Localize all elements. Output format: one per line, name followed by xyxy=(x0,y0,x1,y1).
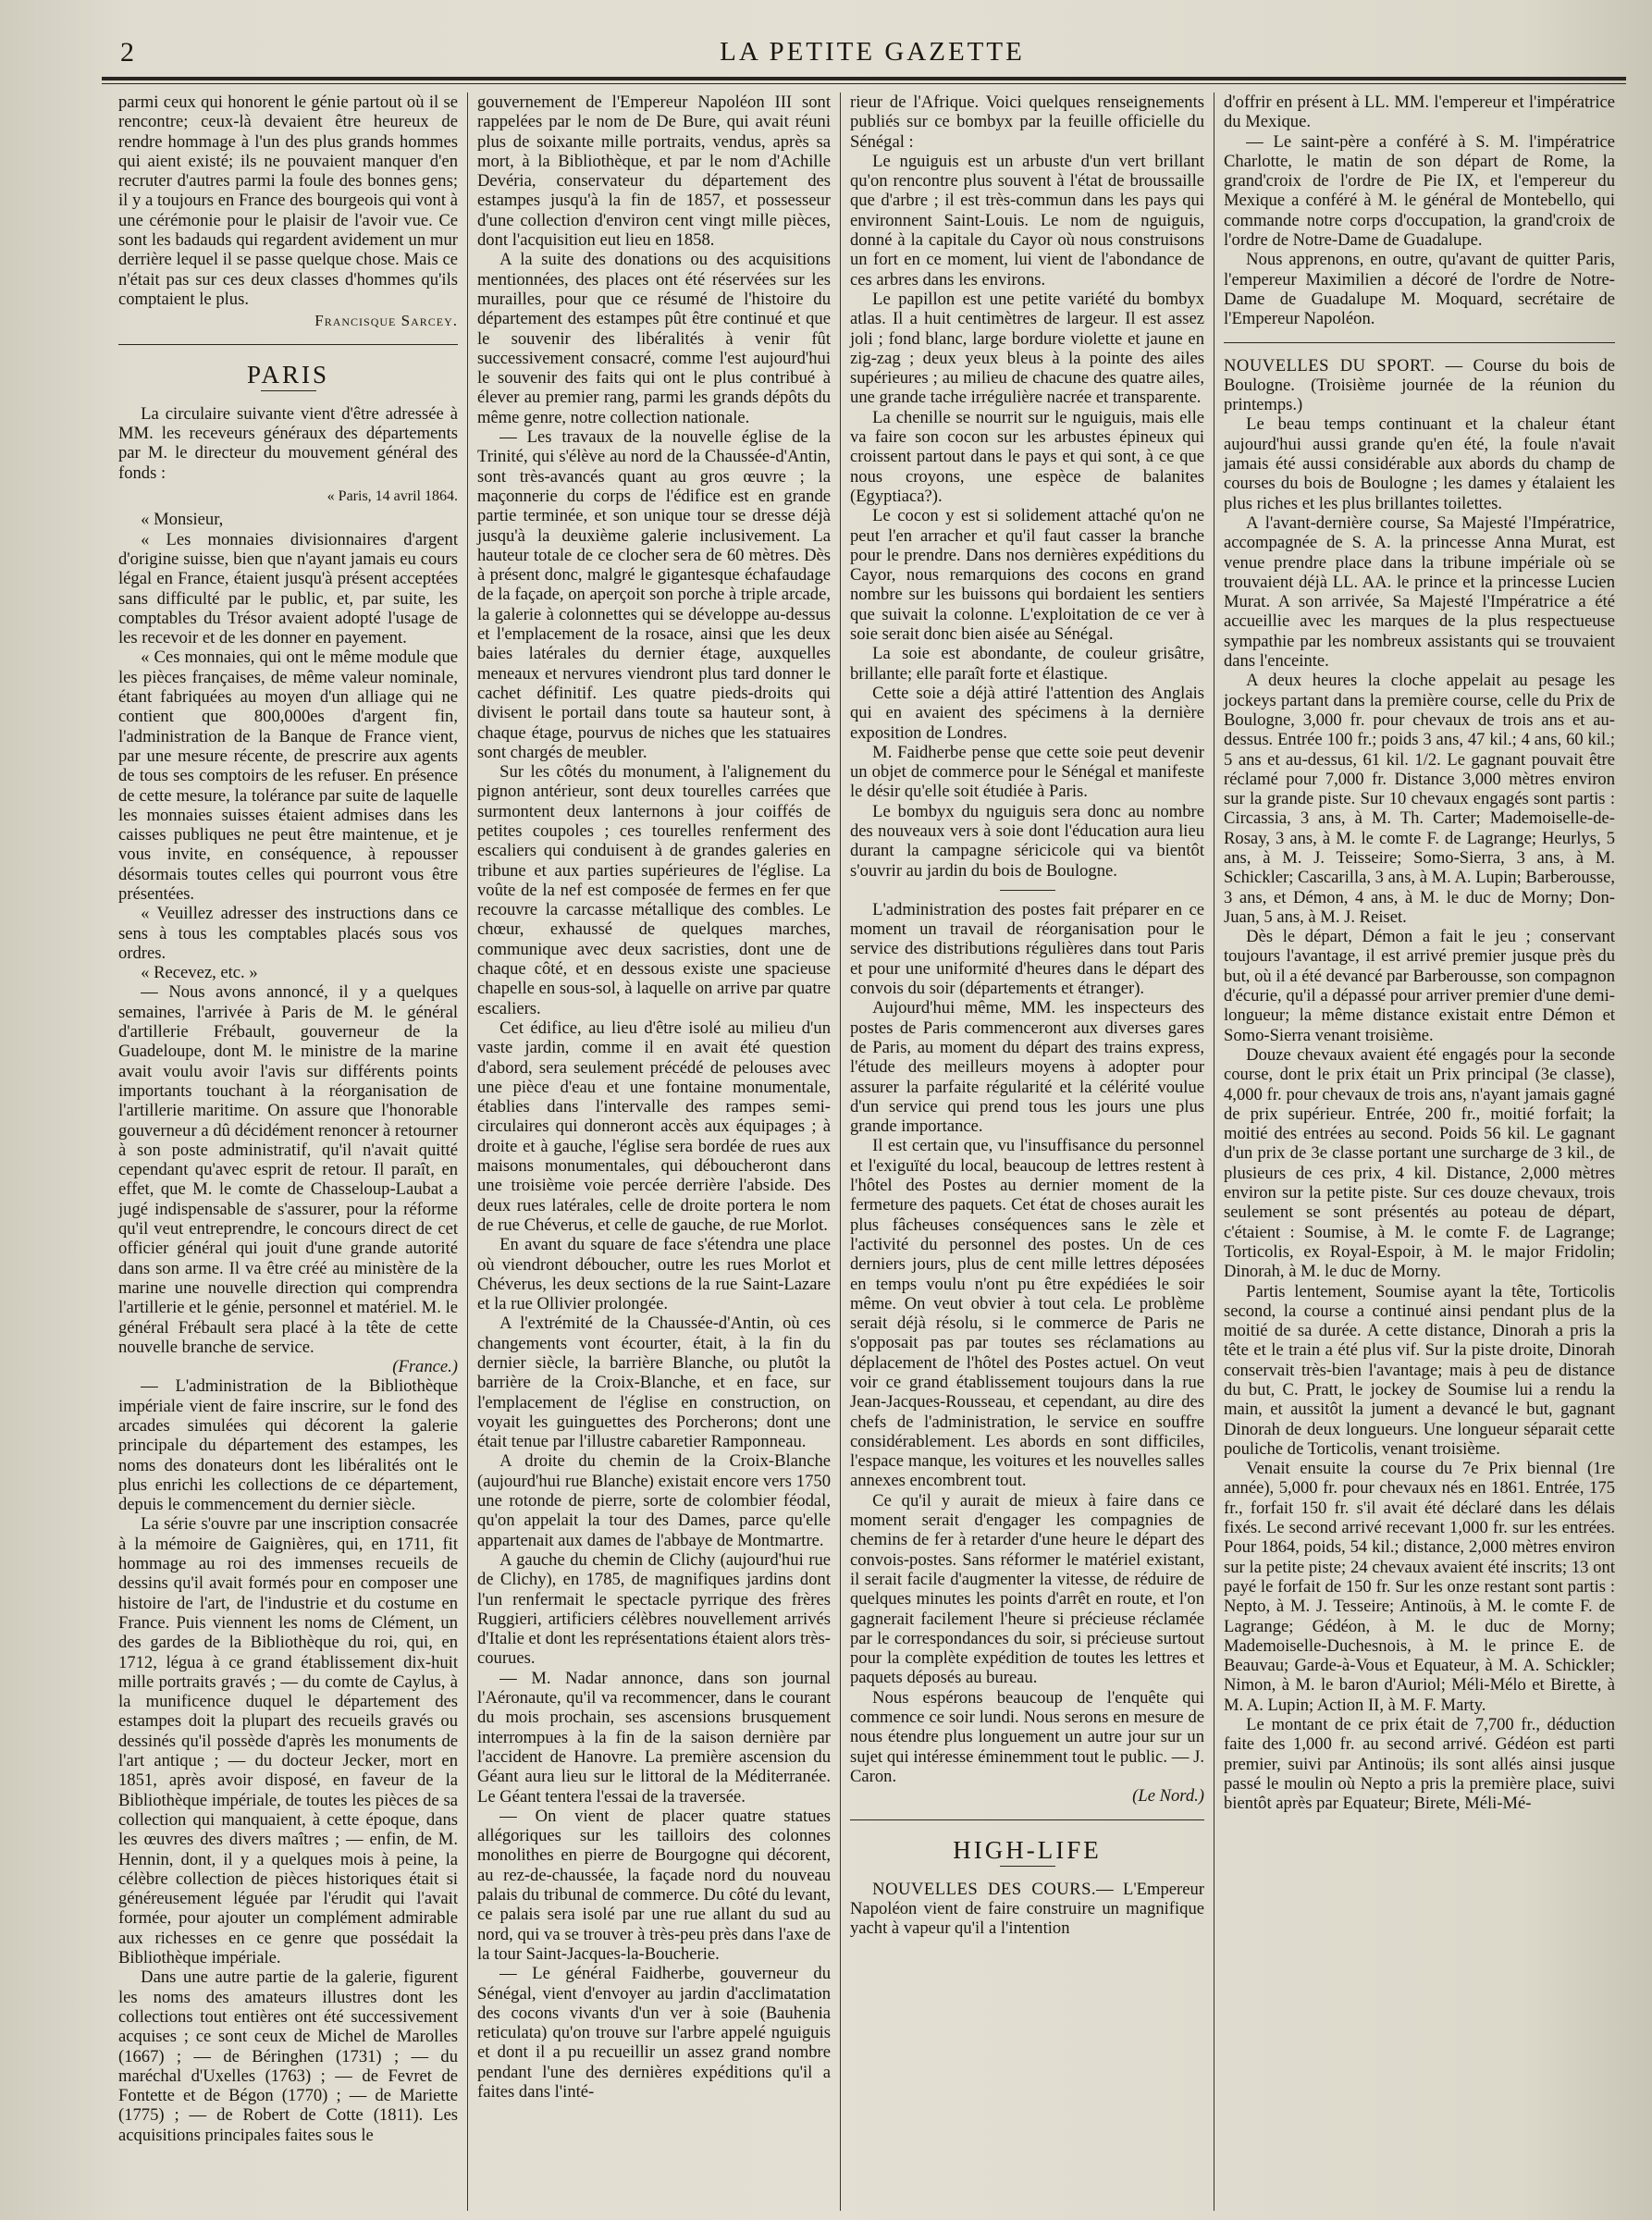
section-rule xyxy=(1000,1866,1055,1867)
section-title-paris: PARIS xyxy=(246,360,330,388)
article-paragraph: L'administration des postes fait préparer en ce moment un travail de réorganisation pour le service des distributions régulières dans tout Paris et pour une uniformité d'heures dans le départ des convois du soir (départements et étranger). xyxy=(850,899,1204,999)
article-paragraph: « Recevez, etc. » xyxy=(141,963,258,983)
article-paragraph: « Les monnaies divisionnaires d'argent d'origine suisse, bien que n'ayant jamais eu cours légal en France, étaient jusqu'à présent acceptées sans difficulté par le public, et, par suite, les comptables du Trésor avaient adopté l'usage de les recevoir et de les donner en payement. xyxy=(118,529,458,648)
article-paragraph: parmi ceux qui honorent le génie partout où il se rencontre; ceux-là devaient être heureux de rendre hommage à l'un des plus grands hommes qui aient existé; ils ne pouvaient manquer d'en recruter d'autres parmi la foule des bonnes gens; il y a toujours en France des bourgeois qui vont à une cérémonie pour le plaisir de l'avoir vue. Ce sont les badauds qui regardent avidement un mur derrière lequel il se passe quelque chose. Mais ce n'était pas sur ces deux classes d'hommes qu'ils comptaient le plus. xyxy=(118,92,458,309)
article-paragraph: Le montant de ce prix était de 7,700 fr., déduction faite des 1,000 fr. au second arrivé. Gédéon est parti premier, suivi par Antinoüs; ils sont allés ainsi jusque passé le moulin où Nepto a pris la première place, suivi bientôt après par Equateur; Birete, Méli-Mé- xyxy=(1224,1715,1615,1814)
article-paragraph: A l'extrémité de la Chaussée-d'Antin, où ces changements vont écourter, était, à la fin du dernier siècle, la barrière Blanche, ou plutôt la barrière de la Croix-Blanche, et en face, sur l'emplacement de l'église en construction, on voyait les guinguettes des Porcherons; dont une était tenue par l'illustre cabaretier Ramponneau. xyxy=(477,1314,831,1452)
masthead-rule-thin xyxy=(102,83,1626,84)
article-paragraph: Le cocon y est si solidement attaché qu'on ne peut l'en arracher et qu'il faut casser la branche pour le prendre. Dans nos dernières expéditions du Cayor, nous remarquions des cocons en grand nombre sur les buissons qui bordaient les sentiers que suivait la colonne. L'exploitation de ce ver à soie serait donc bien aisée au Sénégal. xyxy=(850,506,1204,645)
article-paragraph: — Nous avons annoncé, il y a quelques semaines, l'arrivée à Paris de M. le général d'artillerie Frébault, gouverneur de la Guadeloupe, dont M. le ministre de la marine avait voulu avoir l'avis sur différents points importants touchant à la réorganisation de l'artillerie maritime. On assure que l'honorable gouverneur a dû décidément renoncer à retourner à son poste administratif, qu'il n'avait quitté cependant qu'avec esprit de retour. Il paraît, en effet, que M. le comte de Chasseloup-Laubat a jugé indispensable de s'assurer, pour la réforme qu'il veut entreprendre, le concours direct de cet officier général qui jouit d'une grande autorité dans son arme. Il va être créé au ministère de la marine une nouvelle direction qui comprendra l'artillerie et le génie, personnel et matériel. M. le général Frébault sera placé à la tête de cette nouvelle branche de service. xyxy=(118,982,458,1357)
article-paragraph: Sur les côtés du monument, à l'alignement du pignon antérieur, sont deux tourelles carrées que surmontent deux lanternons à jour coiffés de petites coupoles ; ces tourelles renferment des escaliers qui conduisent à de grandes galeries en tribune et aux parties supérieures de l'église. La voûte de la nef est composée de fermes en fer que recouvre la carcasse métallique des combles. Le chœur, exhaussé de quelques marches, communique avec deux sacristies, dont une de chaque côté, et en dessous existe une spacieuse chapelle en sous-sol, à laquelle on arrive par quatre escaliers. xyxy=(477,762,831,1018)
article-paragraph: rieur de l'Afrique. Voici quelques renseignements publiés sur ce bombyx par la feuille officielle du Sénégal : xyxy=(850,92,1204,152)
article-paragraph: « Ces monnaies, qui ont le même module que les pièces françaises, de même valeur nominale, étant fabriquées au moyen d'un alliage qui ne contient que 800,000es d'argent fin, l'administration de la Banque de France vient, par une mesure récente, de prescrire aux agents de tous ses comptoirs de les refuser. En présence de cette mesure, la tolérance par suite de laquelle les monnaies suisses étaient admises dans les caisses publiques ne peut être maintenue, et je vous invite, en conséquence, à repousser désormais toutes celles qui pourront vous être présentées. xyxy=(118,648,458,904)
article-paragraph: Cette soie a déjà attiré l'attention des Anglais qui en avaient des spécimens à la dernière exposition de Londres. xyxy=(850,683,1204,743)
column-divider xyxy=(1224,342,1615,343)
article-paragraph: Aujourd'hui même, MM. les inspecteurs des postes de Paris commenceront aux diverses gares de Paris, au moment du départ des trains express, l'étude des meilleurs moyens à adopter pour assurer la parfaite régularité et la célérité voulue d'un service qui prend tous les jours une plus grande importance. xyxy=(850,998,1204,1137)
article-paragraph: Dès le départ, Démon a fait le jeu ; conservant toujours l'avantage, il est arrivé premier jusque près du but, où il a été devancé par Barberousse, son compagnon d'écurie, qu'il a dépassé pour arriver premier d'une demi-longueur; la même distance existait entre Démon et Somo-Sierra venant troisième. xyxy=(1224,927,1615,1045)
run-in-heading: NOUVELLES DES COURS. xyxy=(872,1879,1097,1899)
article-paragraph: — Le saint-père a conféré à S. M. l'impératrice Charlotte, le matin de son départ de Rome, la grand'croix de l'ordre de Pie IX, et l'empereur du Mexique a conféré à M. le général de Montebello, qui commande notre corps d'occupation, la grand'croix de l'ordre de Notre-Dame de Guadalupe. xyxy=(1224,131,1615,251)
article-paragraph: — M. Nadar annonce, dans son journal l'Aéronaute, qu'il va recommencer, dans le courant du mois prochain, ses ascensions brusquement interrompues à la fin de la saison dernière par l'accident de Hanovre. La première ascension du Géant aura lieu sur le littoral de la Méditerranée. Le Géant tentera l'essai de la traversée. xyxy=(477,1668,831,1807)
article-paragraph: « Veuillez adresser des instructions dans ce sens à tous les comptables placés sous vos ordres. xyxy=(118,904,458,963)
column-divider xyxy=(118,344,458,345)
article-paragraph: Partis lentement, Soumise ayant la tête, Torticolis second, la course a continué ainsi pendant plus de la moitié de sa durée. A cette distance, Dinorah a pris la tête et le train a été plus vif. Sur la piste droite, Dinorah conservait très-bien l'avantage; mais à peu de distance du but, C. Pratt, le jockey de Soumise lui a rendu la main, et aussitôt la jument a devancé le but, gagnant Dinorah de deux longueurs. Une longueur séparait cette pouliche de Torticolis, venant troisième. xyxy=(1224,1281,1615,1459)
source-credit: (France.) xyxy=(392,1357,458,1377)
article-paragraph: — L'administration de la Bibliothèque impériale vient de faire inscrire, sur le fond des arcades simulées qui décorent la galerie principale du département des estampes, les noms des donateurs dont les libéralités ont le plus enrichi les collections de ce département, depuis le commencement du dernier siècle. xyxy=(118,1376,458,1515)
article-paragraph: Le bombyx du nguiguis sera donc au nombre des nouveaux vers à soie dont l'éducation aura lieu durant la campagne séricicole qui va bientôt s'ouvrir au jardin du bois de Boulogne. xyxy=(850,801,1204,881)
article-paragraph: Dans une autre partie de la galerie, figurent les noms des amateurs illustres dont les collections tout entières ont été successivement acquises ; ce sont ceux de Michel de Marolles (1667) ; — de Béringhen (1731) ; — du maréchal d'Uxelles (1763) ; — de Fevret de Fontette et de Bégon (1770) ; — de Mariette (1775) ; — de Robert de Cotte (1811). Les acquisitions principales faites sous le xyxy=(118,1967,458,2145)
article-paragraph: Nous espérons beaucoup de l'enquête qui commence ce soir lundi. Nous serons en mesure de nous étendre plus longuement un autre jour sur un sujet qui intéresse éminemment tout le public. — J. Caron. xyxy=(850,1687,1204,1786)
paragraph-text: — L'Empereur Napoléon vient de faire construire un magnifique yacht à vapeur qu'il a l'intention xyxy=(850,1879,1204,1939)
article-paragraph: A deux heures la cloche appelait au pesage les jockeys partant dans la première course, celle du Prix de Boulogne, 3,000 fr. pour chevaux de trois ans et au-dessus. Entrée 100 fr.; poids 3 ans, 47 kil.; 4 ans, 60 kil.; 5 ans et au-dessus, 61 kil. 1/2. Le gagnant pouvait être réclamé pour 7,000 fr. Distance 3,000 mètres environ sur la grande piste. Sur 10 chevaux engagés sont partis : Circassia, 3 ans, à M. Th. Carter; Mademoiselle-de-Rosay, 3 ans, à M. le comte F. de Lagrange; Heurlys, 5 ans, à M. J. Teisseire; Somo-Sierra, 3 ans, à M. Schickler; Cascarilla, 3 ans, à M. A. Lupin; Barberousse, 3 ans, et Démon, 4 ans, à M. le duc de Morny; Don-Juan, 5 ans, à M. J. Reiset. xyxy=(1224,671,1615,927)
article-paragraph: Ce qu'il y aurait de mieux à faire dans ce moment serait d'engager les compagnies de chemins de fer à retarder d'une heure le départ des convois-postes. Sans réformer le matériel existant, il serait facile d'augmenter la vitesse, de réduire de quelques minutes les points d'arrêt en route, et l'on gagnerait facilement l'heure si précieuse réclamée par le correspondances du soir, si précieuse surtout pour la complète expédition de toutes les lettres et paquets déposés au bureau. xyxy=(850,1490,1204,1688)
article-columns xyxy=(109,92,1624,2211)
article-paragraph xyxy=(850,1880,1204,1939)
article-paragraph: Le nguiguis est un arbuste d'un vert brillant qu'on rencontre plus souvent à l'état de broussaille que d'arbre ; il est très-commun dans les pays qui environnent Saint-Louis. Le nom de nguiguis, donné à la capitale du Cayor où nous construisons un fort en ce moment, lui vient de l'abondance de ces arbres dans les environs. xyxy=(850,151,1204,290)
article-paragraph: « Monsieur, xyxy=(141,510,224,530)
article-paragraph: — Les travaux de la nouvelle église de la Trinité, qui s'élève au nord de la Chaussée-d'Antin, sont très-avancés quant au gros œuvre ; la maçonnerie du corps de l'édifice est en grande partie terminée, et son unique tour se dresse déjà jusqu'à la deuxième galerie inclusivement. La hauteur totale de ce clocher sera de 60 mètres. Dès à présent donc, malgré le gigantesque échafaudage de la façade, on aperçoit son porche à triple arcade, la galerie à colonnettes qui se développe au-dessus et l'emplacement de la rosace, ainsi que les deux baies latérales du dernier étage, auxquelles meneaux et nervures viendront plus tard donner le cachet définitif. Les quatre pieds-droits qui divisent le portail dans toute sa hauteur sont, à chaque étage, pourvus de niches que les statuaires sont chargés de meubler. xyxy=(477,427,831,762)
article-paragraph: En avant du square de face s'étendra une place où viendront déboucher, outre les rues Morlot et Chéverus, les deux sections de la rue Saint-Lazare et la rue Ollivier prolongée. xyxy=(477,1235,831,1314)
article-paragraph: — Le général Faidherbe, gouverneur du Sénégal, vient d'envoyer au jardin d'acclimatation des cocons vivants d'un ver à soie (Bauhenia reticulata) qu'on trouve sur l'arbre appelé nguiguis et dont il a pu recueillir un assez grand nombre pendant l'une des dernières expéditions qu'il a faites dans l'inté- xyxy=(477,1964,831,2102)
paragraph-text: — Course du bois de Boulogne. (Troisième journée de la réunion du printemps.) xyxy=(1224,355,1615,415)
article-paragraph: Venait ensuite la course du 7e Prix biennal (1re année), 5,000 fr. pour chevaux nés en 1861. Entrée, 175 fr., forfait 150 fr. s'il avait été déclaré dans les délais fixés. Le second arrivé recevant 1,000 fr. sur les entrées. Pour 1864, poids, 54 kil.; distance, 2,000 mètres environ sur la petite piste; 24 chevaux avaient été inscrits; 13 ont payé le forfait de 150 fr. Sur les onze restant sont partis : Nepto, à M. J. Tesseire; Antinoüs, à M. le comte F. de Lagrange; Gédéon, à M. le duc de Morny; Mademoiselle-Duchesnois, à M. le prince E. de Beauvau; Garde-à-Vous et Equateur, à M. A. Schickler; Nimon, à M. le baron d'Auriol; Méli-Mélo et Birette, à M. A. Lupin; Action II, à M. F. Marty. xyxy=(1224,1459,1615,1715)
article-divider xyxy=(1000,890,1055,891)
article-paragraph: Le beau temps continuant et la chaleur étant aujourd'hui aussi grande qu'en été, la foule n'avait jamais été aussi considérable aux abords du champ de courses du bois de Boulogne ; les dames y étalaient les plus riches et les plus brillantes toilettes. xyxy=(1224,414,1615,513)
article-paragraph: Nous apprenons, en outre, qu'avant de quitter Paris, l'empereur Maximilien a décoré de l'ordre de Notre-Dame de Guadalupe M. Moquard, secrétaire de l'Empereur Napoléon. xyxy=(1224,250,1615,329)
article-paragraph: Le papillon est une petite variété du bombyx atlas. Il a huit centimètres de largeur. Il est assez joli ; fond blanc, large bordure violette et jaune en zig-zag ; deux yeux bleus à la pointe des ailes supérieures ; au milieu de chacune des quatre ailes, une grande tache irrégulière nacrée et transparente. xyxy=(850,289,1204,408)
article-paragraph: gouvernement de l'Empereur Napoléon III sont rappelées par le nom de De Bure, qui avait réuni plus de soixante mille portraits, vendus, après sa mort, à la Bibliothèque, et par le nom d'Achille Devéria, conservateur du département des estampes jusqu'à la fin de 1857, et possesseur d'une collection d'environ cent vingt mille pièces, dont l'acquisition eut lieu en 1858. xyxy=(477,92,831,251)
author-signature: Francisque Sarcey. xyxy=(314,312,458,330)
article-paragraph: M. Faidherbe pense que cette soie peut devenir un objet de commerce pour le Sénégal et manifeste le désir qu'elle soit étudiée à Paris. xyxy=(850,742,1204,802)
newspaper-title: LA PETITE GAZETTE xyxy=(720,37,1025,67)
article-paragraph: — On vient de placer quatre statues allégoriques sur les tailloirs des colonnes monolithes en pierre de Bourgogne qui décorent, au rez-de-chaussée, la façade nord du nouveau palais du tribunal de commerce. Du côté du levant, ce palais sera isolé par une rue allant du sud au nord, qui va se trouver à très-peu près dans l'axe de la tour Saint-Jacques-la-Boucherie. xyxy=(477,1806,831,1964)
article-paragraph: A gauche du chemin de Clichy (aujourd'hui rue de Clichy), en 1785, de magnifiques jardins dont l'un renfermait le spectacle pyrrique des frères Ruggieri, artificiers célèbres nouvellement arrivés d'Italie et dont les représentations étaient alors très-courues. xyxy=(477,1549,831,1669)
dateline: « Paris, 14 avril 1864. xyxy=(327,488,458,505)
column-4 xyxy=(1214,92,1624,2211)
article-paragraph: A droite du chemin de la Croix-Blanche (aujourd'hui rue Blanche) existait encore vers 1750 une rotonde de pierre, sorte de colombier féodal, qu'on appelait la tour des Dames, parce qu'elle appartenait aux dames de l'abbaye de Montmartre. xyxy=(477,1451,831,1550)
source-credit: (Le Nord.) xyxy=(1132,1786,1204,1807)
article-paragraph xyxy=(1224,356,1615,415)
column-3 xyxy=(840,92,1214,2211)
column-1 xyxy=(109,92,467,2211)
article-paragraph: La série s'ouvre par une inscription consacrée à la mémoire de Gaignières, qui, en 1711, fit hommage au roi des immenses recueils de dessins qu'il avait formés pour en composer une histoire de l'art, de l'industrie et du costume en France. Puis viennent les noms de Clément, un des gardes de la Bibliothèque du roi, qui, en 1712, légua à ce grand établissement dix-huit mille portraits gravés ; — du comte de Caylus, à la munificence duquel le département des estampes doit la plupart des recueils gravés ou dessinés qu'il possède d'après les monuments de l'art antique ; — du docteur Jecker, mort en 1851, après avoir disposé, en faveur de la Bibliothèque impériale, de toutes les pièces de sa collection qui manquaient, à cette époque, dans les œuvres des divers maîtres ; — enfin, de M. Hennin, dont, il y a quelques mois à peine, la célèbre collection de pièces historiques était si généreusement léguée par l'érudit qui l'avait formée, pour ajouter un complément admirable aux richesses en ce genre que possédait la Bibliothèque impériale. xyxy=(118,1514,458,1968)
article-paragraph: La circulaire suivante vient d'être adressée à MM. les receveurs généraux des départements par M. le directeur du mouvement général des fonds : xyxy=(118,403,458,483)
page-number: 2 xyxy=(120,37,134,68)
article-paragraph: d'offrir en présent à LL. MM. l'empereur et l'impératrice du Mexique. xyxy=(1224,92,1615,132)
run-in-heading: NOUVELLES DU SPORT. xyxy=(1224,355,1436,376)
article-paragraph: Douze chevaux avaient été engagés pour la seconde course, dont le prix était un Prix principal (3e classe), 4,000 fr. pour chevaux de trois ans, n'ayant jamais gagné de prix supérieur. Entrée, 200 fr., moitié forfait; la moitié des entrées au second. Poids 56 kil. Le gagnant d'un prix de 3e classe portant une surcharge de 3 kil., de plusieurs de ces prix, 4 kil. Distance, 2,000 mètres environ sur la petite piste. Sur ces douze chevaux, trois seulement se sont présentés au poteau de départ, c'étaient : Soumise, à M. le comte F. de Lagrange; Torticolis, ex Royal-Espoir, à M. le major Fridolin; Dinorah, à M. le duc de Morny. xyxy=(1224,1044,1615,1282)
article-paragraph: Il est certain que, vu l'insuffisance du personnel et l'exiguïté du local, beaucoup de lettres restent à l'hôtel des Postes au dernier moment de la fermeture des paquets. Cet état de choses aurait les plus fâcheuses conséquences sans le zèle et l'activité du personnel des postes. Un de ces derniers jours, plus de cent mille lettres déposées en temps voulu n'ont pu être expédiées le soir même. On veut obvier à tout cela. Le problème serait déjà résolu, si le commerce de Paris ne s'opposait pas par toutes ses réclamations au déplacement de l'hôtel des Postes actuel. On veut voir ce grand établissement toujours dans la rue Jean-Jacques-Rousseau, et cependant, au dire des chefs de l'administration, le service en souffre considérablement. Les abords en sont difficiles, l'espace manque, les voitures et les nouvelles salles annexes encombrent tout. xyxy=(850,1136,1204,1491)
article-paragraph: A la suite des donations ou des acquisitions mentionnées, des places ont été réservées sur les murailles, pour que ce résumé de l'histoire du département des estampes pût être continué et que le souvenir des libéralités à venir fût successivement consacré, comme l'est aujourd'hui le souvenir des faits qui ont le plus contribué à élever au premier rang, parmi les grands dépôts du même genre, notre collection nationale. xyxy=(477,250,831,427)
section-rule xyxy=(261,390,316,391)
article-paragraph: Cet édifice, au lieu d'être isolé au milieu d'un vaste jardin, comme il en avait été question d'abord, sera seulement précédé de pelouses avec une pièce d'eau et une fontaine monumentale, établies dans l'intervalle des rampes semi-circulaires qui donneront accès aux équipages ; à droite et à gauche, l'église sera bordée de rues aux maisons monumentales, qui déboucheront dans une troisième voie percée derrière l'abside. Des deux rues latérales, celle de droite portera le nom de rue Chéverus, et celle de gauche, de rue Morlot. xyxy=(477,1018,831,1235)
article-paragraph: La chenille se nourrit sur le nguiguis, mais elle va faire son cocon sur les arbustes épineux qui croissent partout dans le pays et qui sont, à ce que nous croyons, une espèce de balanites (Egyptiaca?). xyxy=(850,407,1204,506)
column-2 xyxy=(467,92,840,2211)
column-divider xyxy=(850,1819,1204,1820)
article-paragraph: La soie est abondante, de couleur grisâtre, brillante; elle paraît forte et élastique. xyxy=(850,644,1204,684)
masthead-rule xyxy=(102,77,1626,80)
article-paragraph: A l'avant-dernière course, Sa Majesté l'Impératrice, accompagnée de S. A. la princesse Anna Murat, est venue prendre place dans la tribune impériale où se trouvaient déjà LL. AA. le prince et la princesse Lucien Murat. A son arrivée, Sa Majesté l'Impératrice a été accueillie avec les marques de la plus respectueuse sympathie par les nombreux assistants qui se trouvaient dans l'enceinte. xyxy=(1224,512,1615,672)
section-title-high-life: HIGH-LIFE xyxy=(953,1835,1102,1864)
